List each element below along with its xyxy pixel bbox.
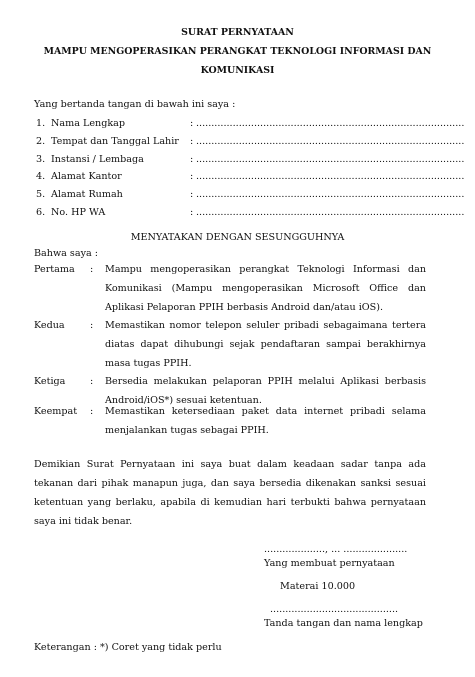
field-dots: ........................................................................................ bbox=[196, 207, 465, 218]
field-label-home: Alamat Rumah bbox=[51, 189, 123, 200]
statement-label: Kedua bbox=[34, 320, 65, 331]
statement-text: Memastikan ketersediaan paket data internet pribadi selama menjalankan tugas sebagai PPIH. bbox=[105, 406, 426, 436]
statement-label: Keempat bbox=[34, 406, 78, 417]
field-dots: ........................................................................................ bbox=[196, 171, 465, 182]
statement-label: Ketiga bbox=[34, 376, 66, 387]
field-number: 2. bbox=[36, 136, 46, 147]
field-colon: : bbox=[190, 207, 194, 218]
field-number: 3. bbox=[36, 154, 46, 165]
field-colon: : bbox=[190, 171, 194, 182]
statement-colon: : bbox=[90, 376, 94, 387]
field-colon: : bbox=[190, 154, 194, 165]
materai-label: Materai 10.000 bbox=[280, 581, 356, 592]
document-subtitle-cont: KOMUNIKASI bbox=[200, 65, 275, 76]
intro-text: Yang bertanda tangan di bawah ini saya : bbox=[34, 99, 236, 110]
field-dots: ........................................................................................ bbox=[196, 189, 465, 200]
statement-colon: : bbox=[90, 320, 94, 331]
statement-label: Pertama bbox=[34, 264, 75, 275]
signature-line: .......................................... bbox=[270, 604, 399, 615]
closing-paragraph: Demikian Surat Pernyataan ini saya buat dalam keadaan sadar tanpa ada tekanan dari pihak manapun juga, dan saya bersedia dikenakan sanksi sesuai ketentuan yang berlaku, apabila di kemudian hari terbukti bahwa pernyataan saya ini tidak benar. bbox=[34, 459, 426, 527]
field-colon: : bbox=[190, 189, 194, 200]
field-dots: ........................................................................................ bbox=[196, 136, 465, 147]
document-subtitle: MAMPU MENGOPERASIKAN PERANGKAT TEKNOLOGI INFORMASI DAN bbox=[43, 46, 432, 57]
statement-text: Bersedia melakukan pelaporan PPIH melalui Aplikasi berbasis Android/iOS*) sesuai ketentuan. bbox=[105, 376, 426, 406]
statement-colon: : bbox=[90, 264, 94, 275]
field-label-office: Alamat Kantor bbox=[51, 171, 122, 182]
field-dots: ........................................................................................ bbox=[196, 154, 465, 165]
field-colon: : bbox=[190, 118, 194, 129]
signature-maker: Yang membuat pernyataan bbox=[264, 558, 395, 569]
field-dots: ........................................................................................ bbox=[196, 118, 465, 129]
bahwa-text: Bahwa saya : bbox=[34, 248, 98, 259]
field-number: 1. bbox=[36, 118, 46, 129]
field-label-phone: No. HP WA bbox=[51, 207, 106, 218]
field-label-institution: Instansi / Lembaga bbox=[51, 154, 144, 165]
footnote: Keterangan : *) Coret yang tidak perlu bbox=[34, 642, 222, 653]
signature-caption: Tanda tangan dan nama lengkap bbox=[264, 618, 423, 629]
field-label-name: Nama Lengkap bbox=[51, 118, 126, 129]
document-title: SURAT PERNYATAAN bbox=[181, 27, 294, 38]
declaration-heading: MENYATAKAN DENGAN SESUNGGUHNYA bbox=[130, 232, 345, 243]
statement-colon: : bbox=[90, 406, 94, 417]
statement-text: Memastikan nomor telepon seluler pribadi sebagaimana tertera diatas dapat dihubungi sejak pendaftaran sampai berakhirnya masa tugas PPIH. bbox=[105, 320, 426, 369]
field-colon: : bbox=[190, 136, 194, 147]
field-number: 4. bbox=[36, 171, 46, 182]
field-number: 5. bbox=[36, 189, 46, 200]
statement-text: Mampu mengoperasikan perangkat Teknologi Informasi dan Komunikasi (Mampu mengoperasikan Microsoft Office dan Aplikasi Pelaporan PPIH berbasis Android dan/atau iOS). bbox=[105, 264, 426, 313]
place-date-line: ...................., ... ..................... bbox=[264, 544, 408, 555]
field-number: 6. bbox=[36, 207, 46, 218]
field-label-birth: Tempat dan Tanggal Lahir bbox=[51, 136, 179, 147]
